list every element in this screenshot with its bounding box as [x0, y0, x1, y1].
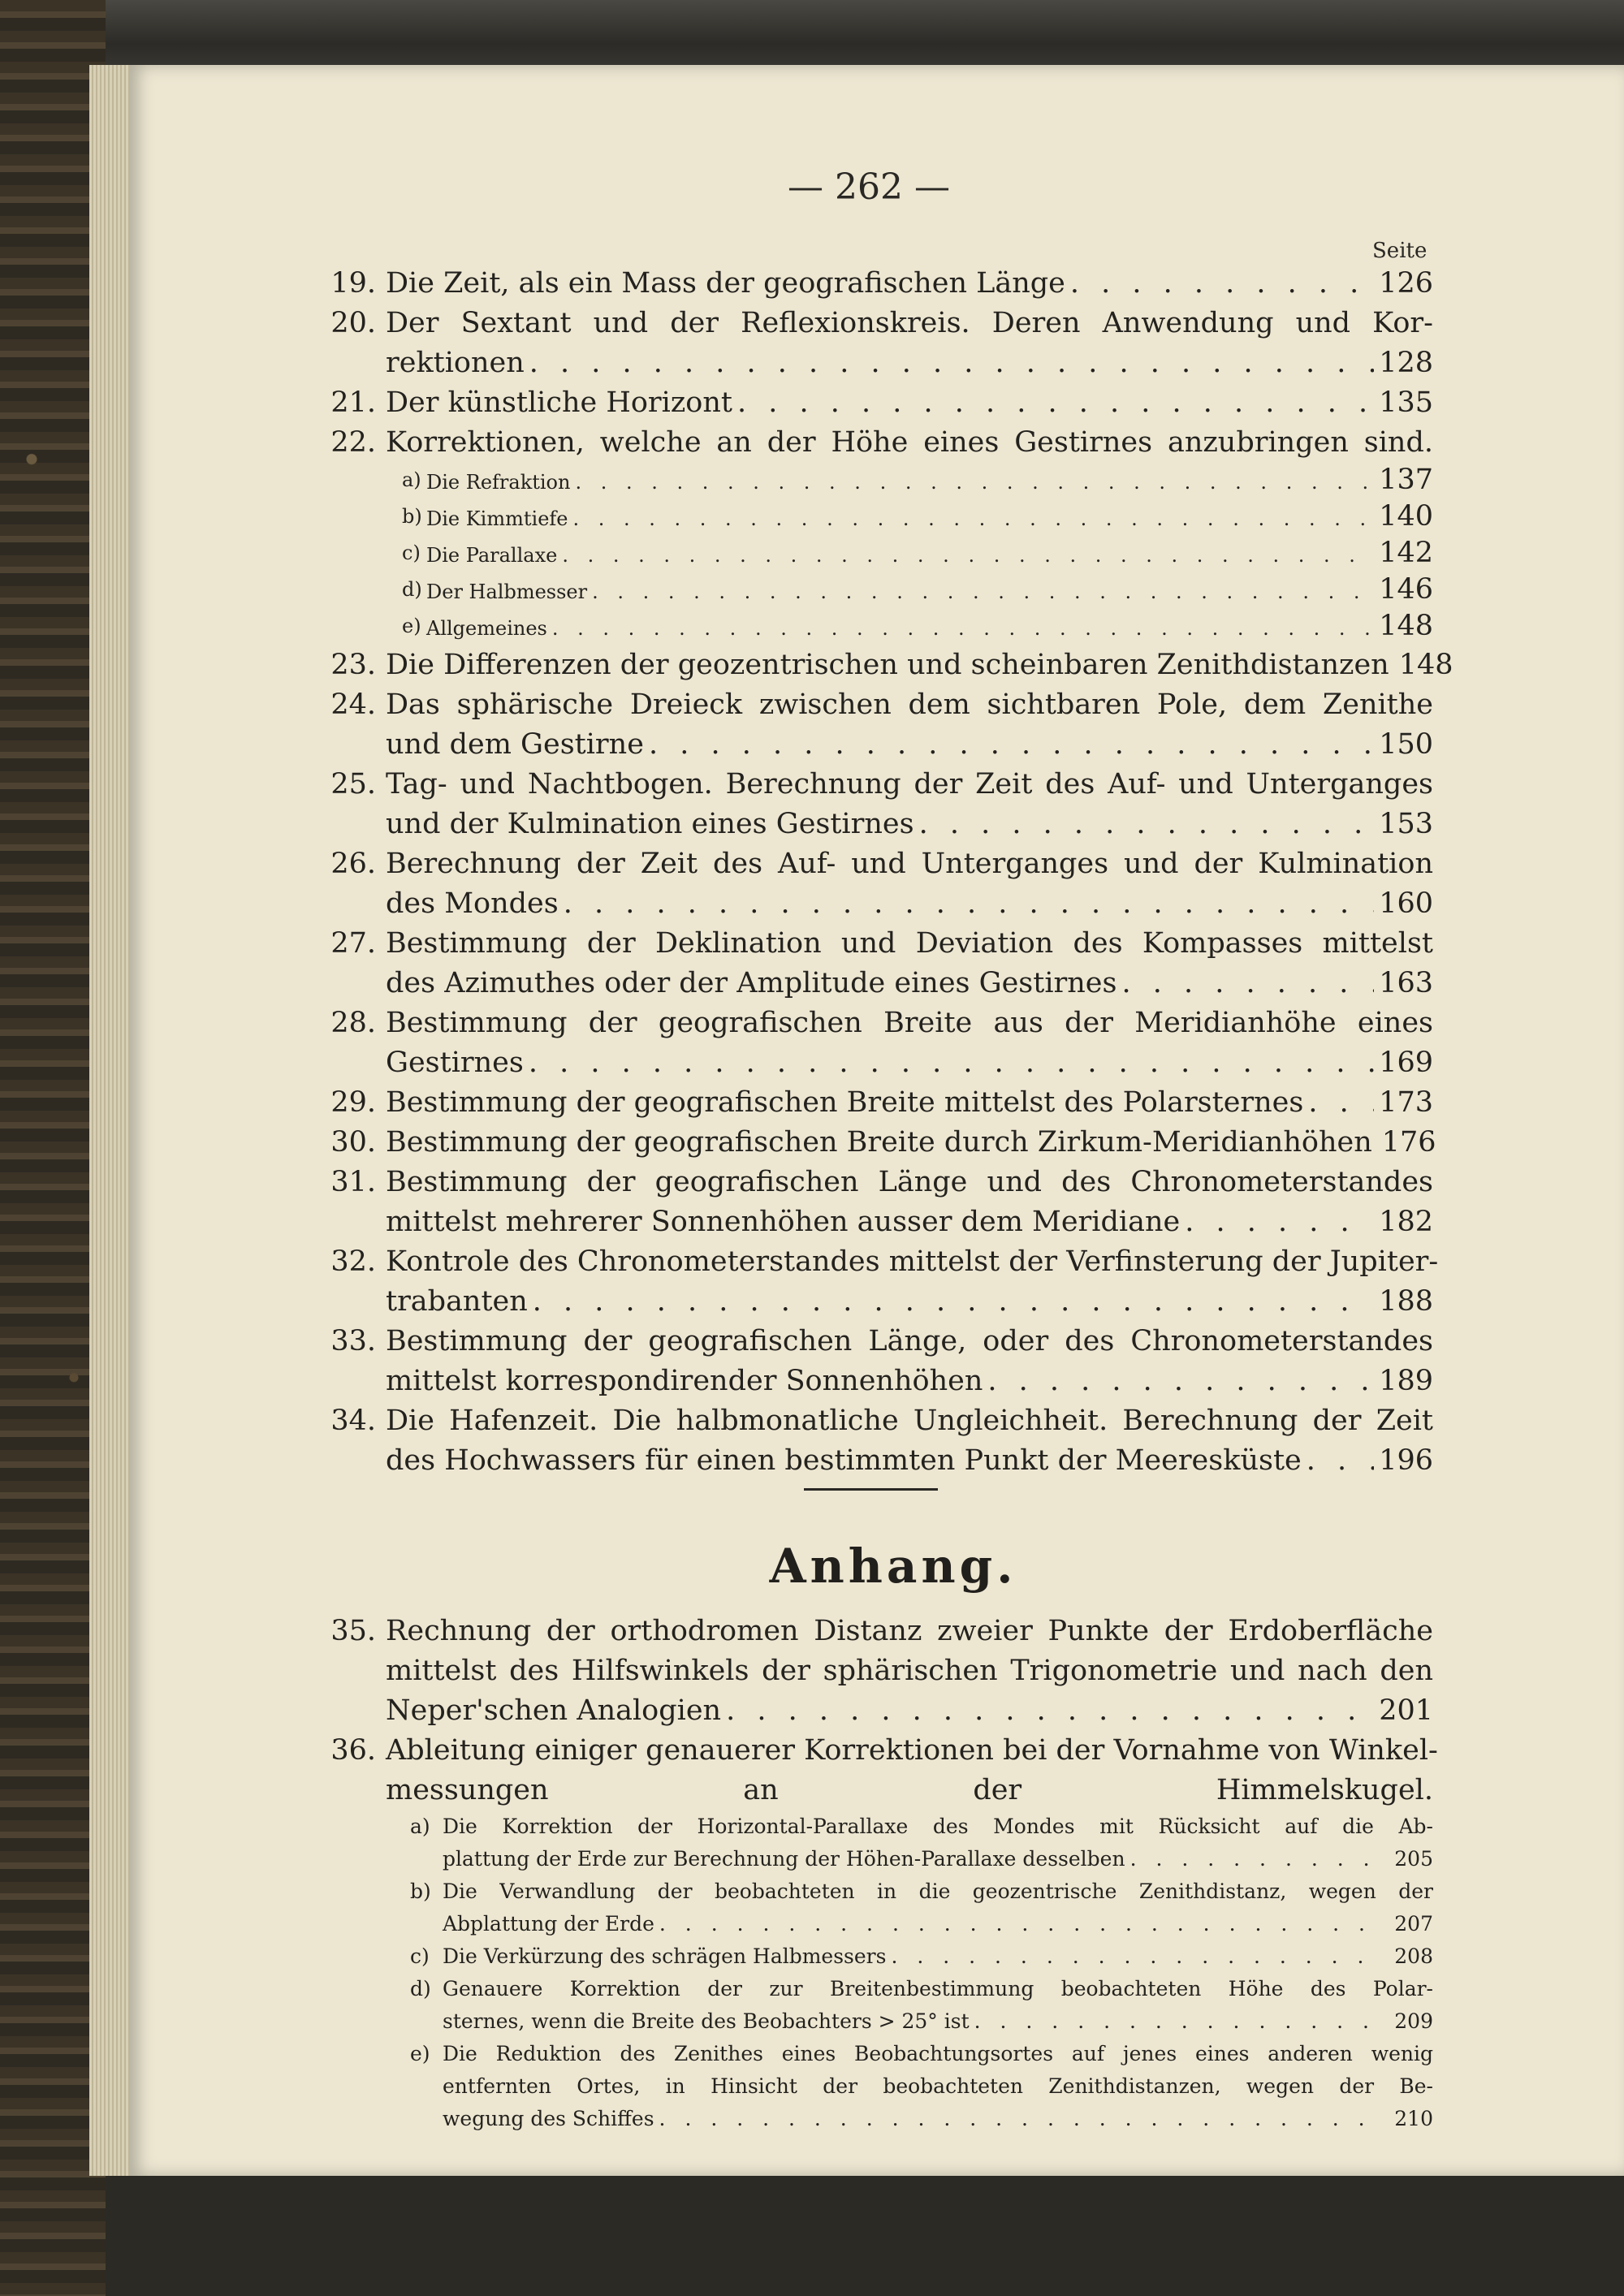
- toc-subentry-text: Die Korrektion der Horizontal-Parallaxe des Mondes mit Rücksicht auf die Ab-: [443, 1815, 1433, 1838]
- toc-subentry: [321, 572, 1433, 609]
- toc-entry: [321, 685, 1433, 765]
- toc-entry-number: 28.: [330, 1007, 376, 1039]
- toc-entry: [321, 304, 1433, 383]
- dot-leader: [533, 1282, 1374, 1322]
- toc-entry-text: Tag- und Nachtbogen. Berechnung der Zeit des Auf- und Unterganges: [386, 768, 1433, 801]
- toc-entry-title: Die Refraktion: [426, 471, 571, 494]
- toc-entry-title: des Mondes: [386, 887, 559, 920]
- toc-entry-title: Die Kimmtiefe: [426, 507, 568, 530]
- toc-page-number: 148: [1379, 610, 1433, 642]
- dot-leader: [529, 1043, 1374, 1083]
- toc-entry-text: Ableitung einiger genauerer Korrektionen bei der Vornahme von Winkel-: [386, 1734, 1438, 1767]
- toc-entry-number: 29.: [330, 1086, 376, 1119]
- toc-subentry-text: entfernten Ortes, in Hinsicht der beobachteten Zenithdistanzen, wegen der Be-: [443, 2074, 1433, 2098]
- toc-entry-text: Bestimmung der geografischen Länge, oder des Chronometerstandes: [386, 1325, 1433, 1357]
- toc-entry: [321, 1401, 1433, 1481]
- toc-subentry-letter: a): [410, 1815, 430, 1838]
- toc-entry: [321, 924, 1433, 1003]
- toc-leader-line: [386, 1123, 1436, 1163]
- toc-leader-line: [386, 1362, 1433, 1401]
- dot-leader: [919, 805, 1375, 844]
- toc-leader-line: [386, 1083, 1433, 1123]
- toc-subentry-letter: b): [410, 1880, 431, 1903]
- toc-leader-line: [386, 964, 1433, 1003]
- dot-leader: [737, 383, 1374, 423]
- toc-leader-line: [386, 1202, 1433, 1242]
- toc-entry-number: 27.: [330, 927, 376, 960]
- toc-entry-text: Bestimmung der Deklination und Deviation des Kompasses mittelst: [386, 927, 1433, 960]
- dot-leader: [974, 2005, 1380, 2038]
- toc-entry-title: Bestimmung der geografischen Breite durch Zirkum-Meridianhöhen: [386, 1126, 1372, 1159]
- toc-entry-number: 22.: [330, 426, 376, 459]
- toc-entry: [321, 645, 1453, 685]
- toc-entry-title: Der Halbmesser: [426, 580, 588, 603]
- toc-page-number: 201: [1379, 1694, 1433, 1727]
- dot-leader: [726, 1691, 1374, 1731]
- toc-leader-line: [386, 645, 1453, 685]
- toc-page-number: 173: [1379, 1086, 1433, 1119]
- toc-leader-line: [386, 1691, 1433, 1731]
- toc-subentry: [321, 609, 1433, 645]
- toc-page-number: 182: [1379, 1206, 1433, 1238]
- toc-page-number: 153: [1379, 808, 1433, 840]
- dot-leader: [564, 884, 1374, 924]
- toc-entry: [321, 1003, 1433, 1083]
- toc-entry-number: 31.: [330, 1166, 376, 1198]
- toc-page-number: 128: [1379, 347, 1433, 379]
- toc-page-number: 137: [1379, 464, 1433, 496]
- dot-leader: [659, 2103, 1380, 2135]
- toc-entry-title: und dem Gestirne: [386, 728, 644, 761]
- toc-subentry-text: Genauere Korrektion der zur Breitenbestimmung beobachteten Höhe des Polar-: [443, 1977, 1433, 2000]
- toc-entry-title: Allgemeines: [426, 617, 547, 640]
- toc-subentry-letter: e): [410, 2042, 430, 2065]
- dot-leader: [575, 465, 1374, 499]
- toc-entry-text: Das sphärische Dreieck zwischen dem sichtbaren Pole, dem Zenithe: [386, 688, 1433, 721]
- toc-entry: [321, 1731, 1438, 1810]
- toc-entry-number: 35.: [330, 1615, 376, 1647]
- toc-entry-title: plattung der Erde zur Berechnung der Höhen-Parallaxe desselben: [443, 1847, 1125, 1871]
- section-divider: [804, 1488, 938, 1491]
- toc-page-number: 208: [1394, 1944, 1433, 1968]
- toc-entry: [321, 264, 1433, 304]
- dot-leader: [592, 575, 1374, 609]
- toc-entry-number: 30.: [330, 1126, 376, 1159]
- toc-leader-line: [443, 2005, 1433, 2038]
- dot-leader: [1307, 1441, 1374, 1481]
- toc-leader-line: [426, 499, 1433, 536]
- toc-entry: [321, 383, 1433, 423]
- toc-entry-title: des Hochwassers für einen bestimmten Punkt der Meeresküste: [386, 1444, 1302, 1477]
- toc-leader-line: [386, 343, 1433, 383]
- toc-subentry-letter: c): [410, 1944, 430, 1968]
- toc-entry-text: Der Sextant und der Reflexionskreis. Deren Anwendung und Kor-: [386, 307, 1433, 339]
- dot-leader: [1308, 1083, 1374, 1123]
- toc-subentry-text: Die Verwandlung der beobachteten in die geozentrische Zenithdistanz, wegen der: [443, 1880, 1433, 1903]
- dot-leader: [1121, 964, 1374, 1003]
- appendix-contents: [321, 1612, 1438, 2135]
- toc-leader-line: [426, 572, 1433, 609]
- toc-subentry: [321, 1875, 1433, 1940]
- book-cover-top: [0, 0, 1624, 73]
- toc-entry: [321, 1163, 1433, 1242]
- page-number: — 262 —: [788, 166, 950, 208]
- toc-entry-title: Bestimmung der geografischen Breite mittelst des Polarsternes: [386, 1086, 1304, 1119]
- toc-entry: [321, 1083, 1433, 1123]
- toc-entry-number: 33.: [330, 1325, 376, 1357]
- toc-entry: [321, 1322, 1433, 1401]
- toc-entry: [321, 844, 1433, 924]
- toc-subentry-letter: e): [402, 615, 421, 637]
- toc-subentry-text: Die Reduktion des Zenithes eines Beobachtungsortes auf jenes eines anderen wenig: [443, 2042, 1433, 2065]
- toc-page-number: 209: [1394, 2009, 1433, 2033]
- toc-entry-title: Der künstliche Horizont: [386, 386, 732, 419]
- dot-leader: [529, 343, 1374, 383]
- toc-entry-number: 24.: [330, 688, 376, 721]
- toc-page-number: 135: [1379, 386, 1433, 419]
- toc-page-number: 210: [1394, 2107, 1433, 2130]
- toc-entry-title: trabanten: [386, 1285, 528, 1318]
- toc-entry-title: Neper'schen Analogien: [386, 1694, 722, 1727]
- toc-leader-line: [426, 609, 1433, 645]
- toc-entry-number: 19.: [330, 267, 376, 300]
- toc-leader-line: [386, 264, 1433, 304]
- toc-page-number: 196: [1379, 1444, 1433, 1477]
- dot-leader: [891, 1940, 1380, 1973]
- column-label-seite: Seite: [1372, 239, 1427, 263]
- toc-entry-title: wegung des Schiffes: [443, 2107, 654, 2130]
- appendix-heading: Anhang.: [769, 1539, 1017, 1594]
- toc-page-number: 169: [1379, 1047, 1433, 1079]
- toc-entry-title: rektionen: [386, 347, 525, 379]
- toc-page-number: 126: [1379, 267, 1433, 300]
- toc-leader-line: [386, 805, 1433, 844]
- toc-entry-text: Bestimmung der geografischen Länge und des Chronometerstandes: [386, 1166, 1433, 1198]
- toc-leader-line: [443, 1843, 1433, 1875]
- toc-page-number: 205: [1394, 1847, 1433, 1871]
- toc-entry-number: 36.: [330, 1734, 376, 1767]
- toc-subentry-letter: c): [402, 542, 421, 564]
- toc-entry-text: Rechnung der orthodromen Distanz zweier Punkte der Erdoberfläche: [386, 1615, 1433, 1647]
- toc-subentry: [321, 1973, 1433, 2038]
- toc-entry: [321, 765, 1433, 844]
- toc-entry-title: des Azimuthes oder der Amplitude eines Gestirnes: [386, 967, 1117, 999]
- toc-entry-title: mittelst mehrerer Sonnenhöhen ausser dem Meridiane: [386, 1206, 1181, 1238]
- toc-entry-number: 25.: [330, 768, 376, 801]
- toc-subentry: [321, 463, 1433, 499]
- toc-leader-line: [426, 536, 1433, 572]
- toc-page-number: 207: [1394, 1912, 1433, 1936]
- toc-page-number: 163: [1379, 967, 1433, 999]
- toc-entry: [321, 1123, 1436, 1163]
- toc-page-number: 150: [1379, 728, 1433, 761]
- toc-leader-line: [443, 1940, 1433, 1973]
- toc-leader-line: [443, 1908, 1433, 1940]
- toc-entry-title: Die Differenzen der geozentrischen und scheinbaren Zenithdistanzen: [386, 649, 1389, 681]
- toc-leader-line: [443, 2103, 1433, 2135]
- toc-page-number: 189: [1379, 1365, 1433, 1397]
- dot-leader: [552, 611, 1374, 645]
- toc-entry-text: messungen an der Himmelskugel.: [386, 1774, 1433, 1806]
- toc-entry-title: und der Kulmination eines Gestirnes: [386, 808, 914, 840]
- toc-entry: [321, 1612, 1433, 1731]
- toc-entry-text: Bestimmung der geografischen Breite aus der Meridianhöhe eines: [386, 1007, 1433, 1039]
- toc-entry-number: 34.: [330, 1405, 376, 1437]
- toc-entry-number: 20.: [330, 307, 376, 339]
- toc-leader-line: [386, 725, 1433, 765]
- toc-entry-number: 26.: [330, 848, 376, 880]
- dot-leader: [649, 725, 1374, 765]
- toc-subentry: [321, 499, 1433, 536]
- dot-leader: [572, 502, 1374, 536]
- table-of-contents: [321, 264, 1453, 1481]
- toc-page-number: 148: [1398, 649, 1453, 681]
- toc-entry-text: Die Hafenzeit. Die halbmonatliche Ungleichheit. Berechnung der Zeit: [386, 1405, 1433, 1437]
- toc-entry-number: 32.: [330, 1245, 376, 1278]
- toc-page-number: 188: [1379, 1285, 1433, 1318]
- toc-entry: [321, 1242, 1439, 1322]
- toc-entry-title: Abplattung der Erde: [443, 1912, 654, 1936]
- toc-leader-line: [386, 1282, 1433, 1322]
- dot-leader: [1185, 1202, 1374, 1242]
- toc-leader-line: [386, 1043, 1433, 1083]
- toc-page-number: 160: [1379, 887, 1433, 920]
- dot-leader: [1130, 1843, 1380, 1875]
- toc-entry-text: Kontrole des Chronometerstandes mittelst der Verfinsterung der Jupiter-: [386, 1245, 1439, 1278]
- toc-entry-number: 23.: [330, 649, 376, 681]
- toc-subentry: [321, 1940, 1433, 1973]
- toc-leader-line: [386, 1441, 1433, 1481]
- dot-leader: [987, 1362, 1374, 1401]
- toc-entry-title: Die Parallaxe: [426, 544, 558, 567]
- toc-entry-title: Die Zeit, als ein Mass der geografischen Länge: [386, 267, 1065, 300]
- toc-subentry: [321, 2038, 1433, 2135]
- toc-entry: [321, 423, 1433, 463]
- toc-page-number: 140: [1379, 500, 1433, 533]
- toc-leader-line: [386, 383, 1433, 423]
- toc-subentry: [321, 1810, 1433, 1875]
- toc-subentry-letter: a): [402, 468, 421, 491]
- toc-entry-text: Korrektionen, welche an der Höhe eines Gestirnes anzubringen sind.: [386, 426, 1433, 459]
- toc-entry-title: mittelst korrespondirender Sonnenhöhen: [386, 1365, 983, 1397]
- toc-page-number: 142: [1379, 537, 1433, 569]
- dot-leader: [562, 538, 1374, 572]
- toc-entry-title: Gestirnes: [386, 1047, 524, 1079]
- toc-entry-number: 21.: [330, 386, 376, 419]
- toc-subentry-letter: b): [402, 505, 422, 528]
- toc-entry-title: Die Verkürzung des schrägen Halbmessers: [443, 1944, 887, 1968]
- toc-page-number: 146: [1379, 573, 1433, 606]
- toc-leader-line: [426, 463, 1433, 499]
- toc-page-number: 176: [1381, 1126, 1436, 1159]
- toc-entry-title: sternes, wenn die Breite des Beobachters > 25° ist: [443, 2009, 970, 2033]
- toc-subentry-letter: d): [402, 578, 422, 601]
- toc-leader-line: [386, 884, 1433, 924]
- toc-entry-text: Berechnung der Zeit des Auf- und Unterganges und der Kulmination: [386, 848, 1433, 880]
- toc-subentry-letter: d): [410, 1977, 431, 2000]
- toc-subentry: [321, 536, 1433, 572]
- toc-entry-text: mittelst des Hilfswinkels der sphärischen Trigonometrie und nach den: [386, 1655, 1433, 1687]
- dot-leader: [1070, 264, 1374, 304]
- dot-leader: [659, 1908, 1380, 1940]
